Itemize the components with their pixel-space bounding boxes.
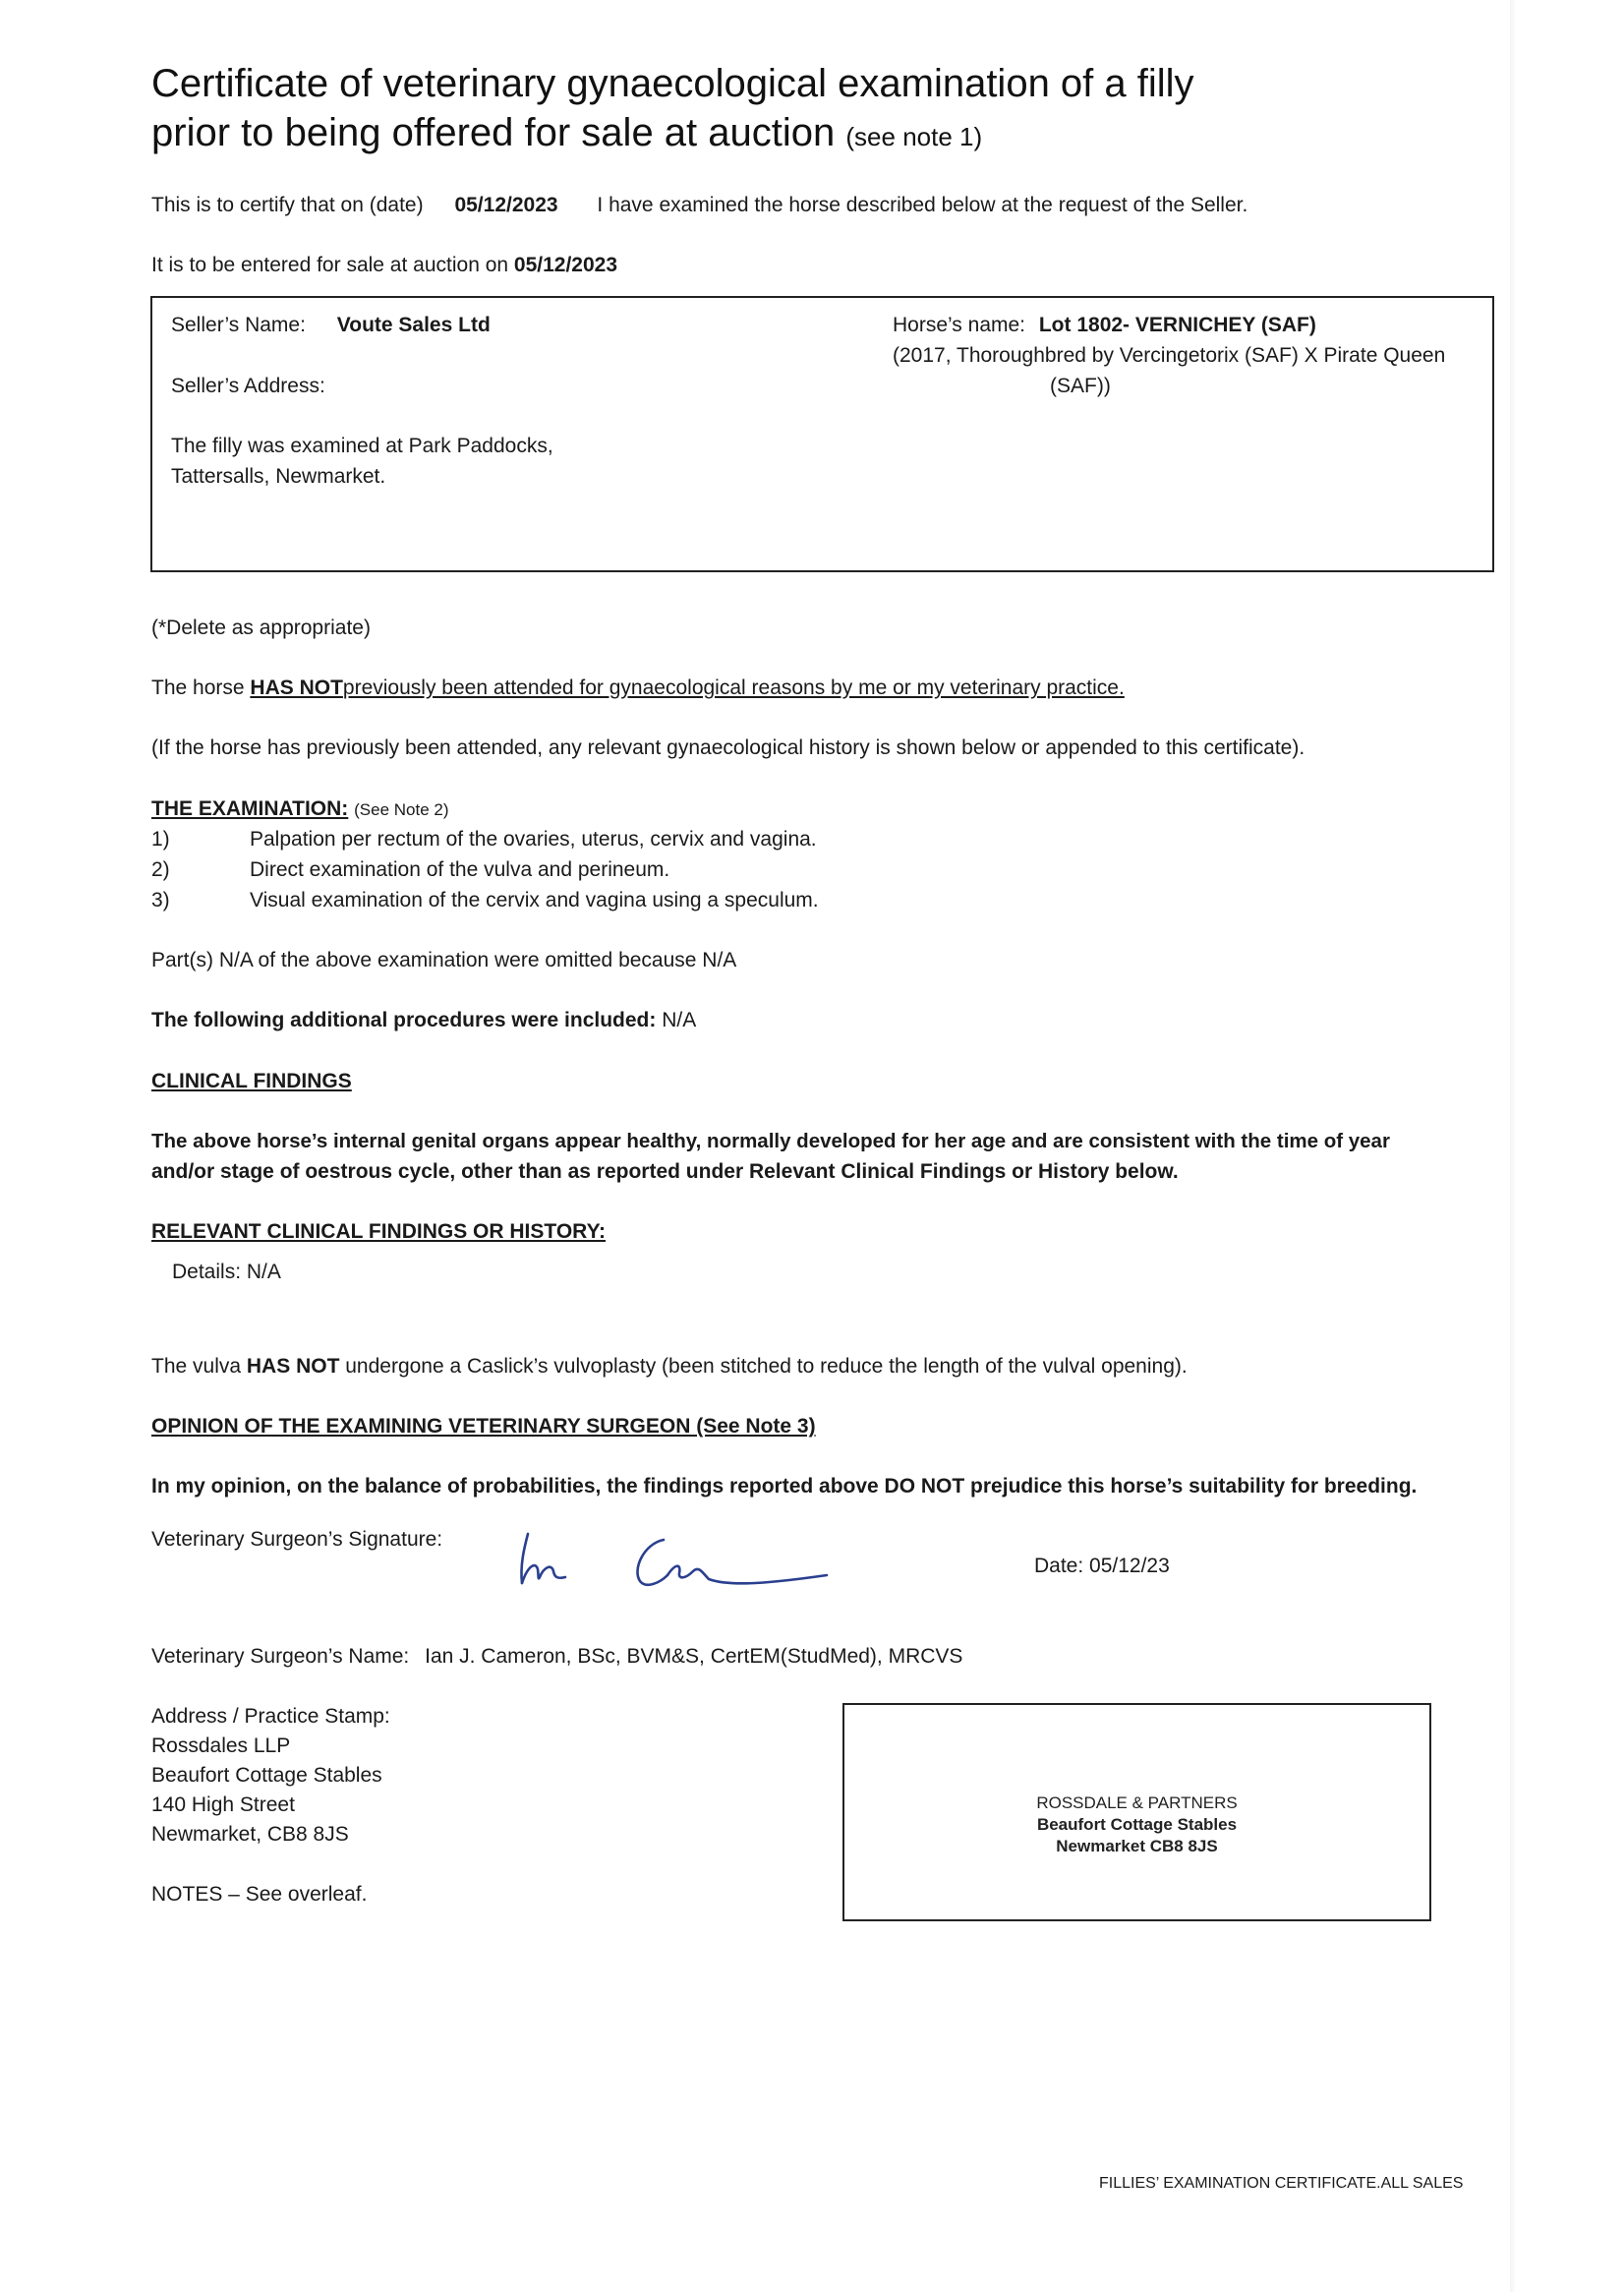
opinion-heading: OPINION OF THE EXAMINING VETERINARY SURGEON (See Note 3): [151, 1415, 816, 1438]
vulva-line: The vulva HAS NOT undergone a Caslick’s vulvoplasty (been stitched to reduce the length of the vulval opening).: [151, 1355, 1188, 1378]
examination-item: 3): [151, 889, 170, 911]
notes-line: NOTES – See overleaf.: [151, 1883, 368, 1906]
horse-details-line2: (SAF)): [1050, 375, 1111, 397]
examined-location-line1: The filly was examined at Park Paddocks,: [171, 435, 553, 457]
seller-address-label: Seller’s Address:: [171, 375, 325, 397]
address-line: Newmarket, CB8 8JS: [151, 1823, 349, 1846]
relevant-details: Details: N/A: [172, 1261, 281, 1283]
address-line: 140 High Street: [151, 1793, 295, 1816]
history-note: (If the horse has previously been attended, any relevant gynaecological history is shown below or appended to this certificate).: [151, 736, 1305, 759]
attended-status: HAS NOT: [250, 676, 343, 699]
vulva-status: HAS NOT: [246, 1355, 340, 1378]
horse-details-line1: (2017, Thoroughbred by Vercingetorix (SAF) X Pirate Queen: [893, 344, 1446, 367]
vet-name: Ian J. Cameron, BSc, BVM&S, CertEM(StudMed), MRCVS: [425, 1645, 963, 1668]
clinical-findings-line2: and/or stage of oestrous cycle, other than as reported under Relevant Clinical Findings or History below.: [151, 1160, 1179, 1183]
stamp-line: Beaufort Cottage Stables: [1036, 1815, 1238, 1834]
examination-item-text: Direct examination of the vulva and perineum.: [250, 858, 670, 881]
examination-heading: THE EXAMINATION: (See Note 2): [151, 797, 449, 820]
clinical-findings-line1: The above horse’s internal genital organs appear healthy, normally developed for her age and are consistent with the time of year: [151, 1130, 1390, 1152]
examined-location-line2: Tattersalls, Newmarket.: [171, 465, 386, 488]
examination-item: 2): [151, 858, 170, 881]
signature-label: Veterinary Surgeon’s Signature:: [151, 1528, 443, 1551]
vet-name-row: Veterinary Surgeon’s Name: Ian J. Cameron, BSc, BVM&S, CertEM(StudMed), MRCVS: [151, 1645, 963, 1668]
horse-name-row: Horse’s name: Lot 1802- VERNICHEY (SAF): [893, 314, 1316, 336]
examination-item: 1): [151, 828, 170, 851]
examination-item-text: Palpation per rectum of the ovaries, uterus, cervix and vagina.: [250, 828, 817, 851]
stamp-line: ROSSDALE & PARTNERS: [1036, 1793, 1238, 1812]
signature-stroke: [637, 1540, 667, 1585]
footer-form-name: FILLIES’ EXAMINATION CERTIFICATE.ALL SALES: [1099, 2175, 1464, 2192]
seller-name: Voute Sales Ltd: [336, 314, 491, 336]
vet-signature-image: [506, 1504, 841, 1603]
certify-line: This is to certify that on (date) 05/12/2023 I have examined the horse described below at the request of the Seller.: [151, 194, 1248, 216]
signature-stroke: [667, 1566, 827, 1584]
horse-name: Lot 1802- VERNICHEY (SAF): [1038, 314, 1316, 336]
signature-date: Date: 05/12/23: [1034, 1555, 1170, 1577]
practice-stamp: [842, 1792, 1431, 1857]
clinical-findings-heading: CLINICAL FINDINGS: [151, 1070, 352, 1092]
address-line: Rossdales LLP: [151, 1734, 291, 1757]
examination-item-text: Visual examination of the cervix and vagina using a speculum.: [250, 889, 819, 911]
seller-name-row: Seller’s Name: Voute Sales Ltd: [171, 314, 491, 336]
signature-stroke: [522, 1565, 565, 1583]
omitted-line: Part(s) N/A of the above examination were omitted because N/A: [151, 949, 737, 971]
opinion-text: In my opinion, on the balance of probabilities, the findings reported above DO NOT prejudice this horse’s suitability for breeding.: [151, 1475, 1418, 1498]
relevant-findings-heading: RELEVANT CLINICAL FINDINGS OR HISTORY:: [151, 1220, 607, 1243]
additional-procedures: The following additional procedures were included: N/A: [151, 1009, 697, 1031]
auction-line: It is to be entered for sale at auction on 05/12/2023: [151, 254, 618, 276]
title-note: (see note 1): [845, 122, 983, 151]
page-title-line2: prior to being offered for sale at auction (see note 1): [151, 111, 983, 154]
address-label: Address / Practice Stamp:: [151, 1705, 390, 1728]
delete-note: (*Delete as appropriate): [151, 617, 371, 639]
exam-date: 05/12/2023: [454, 194, 558, 216]
address-line: Beaufort Cottage Stables: [151, 1764, 382, 1787]
page-title: Certificate of veterinary gynaecological examination of a filly: [151, 62, 1194, 105]
scan-edge: [1510, 0, 1624, 2292]
auction-date: 05/12/2023: [513, 254, 618, 276]
attended-line: The horse HAS NOTpreviously been attended for gynaecological reasons by me or my veterinary practice.: [151, 676, 1125, 699]
stamp-line: Newmarket CB8 8JS: [1056, 1837, 1218, 1855]
